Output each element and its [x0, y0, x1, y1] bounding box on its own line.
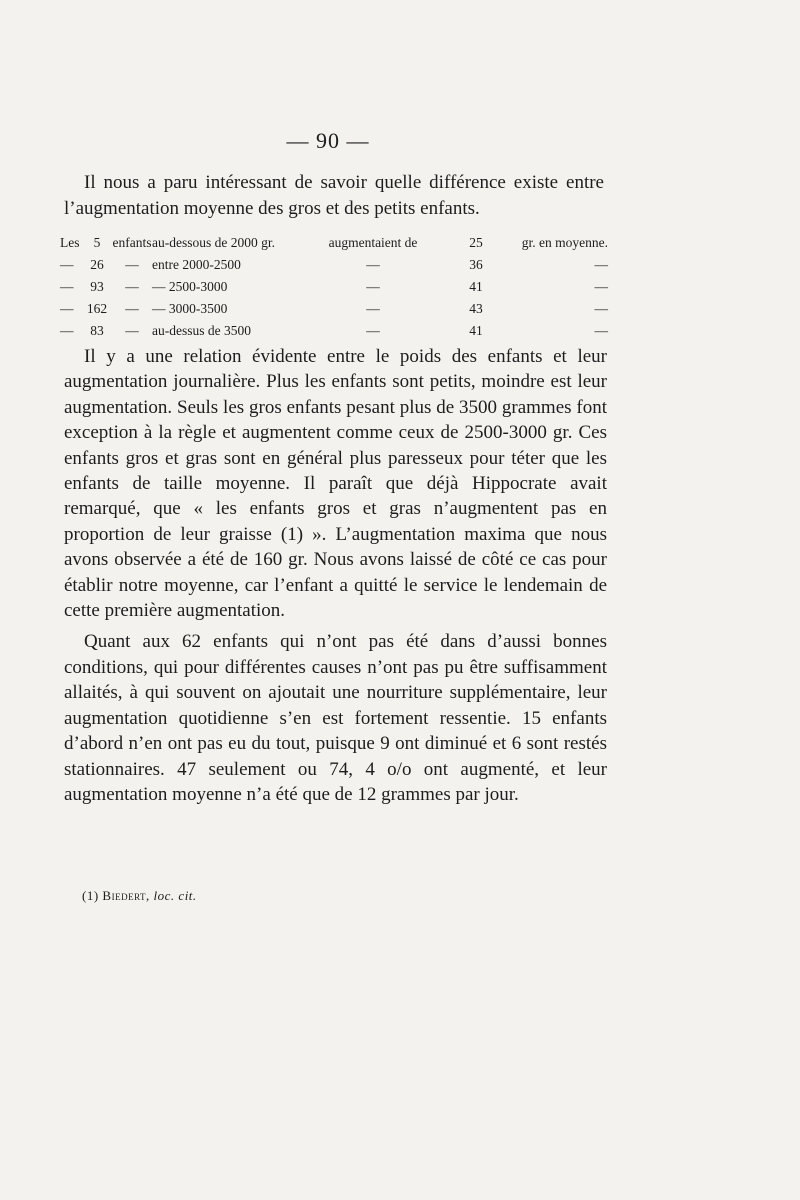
- weight-range: — 2500-3000: [152, 279, 228, 294]
- row-unit: —: [594, 279, 608, 294]
- weight-range: — 3000-3500: [152, 301, 228, 316]
- row-qualifier: enfants: [112, 235, 152, 250]
- row-verb: —: [366, 257, 380, 272]
- row-label: —: [60, 279, 74, 294]
- child-count: 5: [93, 235, 101, 250]
- row-unit: —: [594, 323, 608, 338]
- child-count: 83: [90, 323, 104, 338]
- row-label: —: [60, 257, 74, 272]
- table-row: [60, 254, 608, 276]
- gain-value: 41: [469, 323, 483, 338]
- weight-gain-table: [60, 232, 608, 342]
- footnote-marker: (1): [82, 888, 99, 903]
- footnote-reference: loc. cit.: [153, 888, 197, 903]
- weight-range: entre 2000-2500: [152, 257, 241, 272]
- page-number: — 90 —: [286, 128, 370, 153]
- intro-text: Il nous a paru intéressant de savoir quelle différence existe entre l’augmentation moyenne des gros et des petits enfants.: [64, 172, 604, 219]
- row-verb: augmentaient de: [328, 235, 418, 250]
- row-verb: —: [366, 323, 380, 338]
- row-label: —: [60, 301, 74, 316]
- weight-range: au-dessous de 2000 gr.: [152, 235, 275, 250]
- table-row: [60, 298, 608, 320]
- child-count: 162: [86, 301, 108, 316]
- row-verb: —: [366, 279, 380, 294]
- row-unit: gr. en moyenne.: [521, 235, 608, 250]
- body-text: [64, 344, 607, 813]
- paragraph-relation: Il y a une relation évidente entre le poids des enfants et leur augmentation journalière. Plus les enfants sont petits, moindre est leur augmentation. Seuls les gros enfants pesant plus de 3500 grammes font exception à la règle et augmentent comme ceux de 2500-3000 gr. Ces enfants gros et gras sont en général plus paresseux pour téter que les enfants de taille moyenne. Il paraît que déjà Hippocrate avait remarqué, que « les enfants gros et gras n’augmentent pas en proportion de leur graisse (1) ». L’augmentation maxima que nous avons observée a été de 160 gr. Nous avons laissé de côté ce cas pour établir notre moyenne, car l’enfant a quitté le service le lendemain de cette première augmentation.: [64, 346, 607, 622]
- row-qualifier: —: [125, 301, 139, 316]
- row-label: —: [60, 323, 74, 338]
- child-count: 26: [90, 257, 104, 272]
- row-unit: —: [594, 301, 608, 316]
- table-row: [60, 232, 608, 254]
- row-qualifier: —: [125, 323, 139, 338]
- gain-value: 36: [469, 257, 483, 272]
- gain-value: 43: [469, 301, 483, 316]
- footnote: [82, 888, 197, 904]
- intro-paragraph: [64, 170, 604, 222]
- row-label: Les: [60, 235, 80, 250]
- row-unit: —: [594, 257, 608, 272]
- child-count: 93: [90, 279, 104, 294]
- paragraph-conditions: Quant aux 62 enfants qui n’ont pas été dans d’aussi bonnes conditions, qui pour différentes causes n’ont pas pu être suffisamment allaités, à qui souvent on ajoutait une nourriture supplémentaire, leur augmentation quotidienne s’en est fortement ressentie. 15 enfants d’abord n’en ont pas eu du tout, puisque 9 ont diminué et 6 sont restés stationnaires. 47 seulement ou 74, 4 o/o ont augmenté, et leur augmentation moyenne n’a été que de 12 grammes par jour.: [64, 631, 607, 805]
- table-row: [60, 276, 608, 298]
- row-verb: —: [366, 301, 380, 316]
- table-row: [60, 320, 608, 342]
- gain-value: 41: [469, 279, 483, 294]
- gain-value: 25: [469, 235, 483, 250]
- row-qualifier: —: [125, 279, 139, 294]
- row-qualifier: —: [125, 257, 139, 272]
- footnote-author: Biedert,: [102, 888, 150, 903]
- weight-range: au-dessus de 3500: [152, 323, 251, 338]
